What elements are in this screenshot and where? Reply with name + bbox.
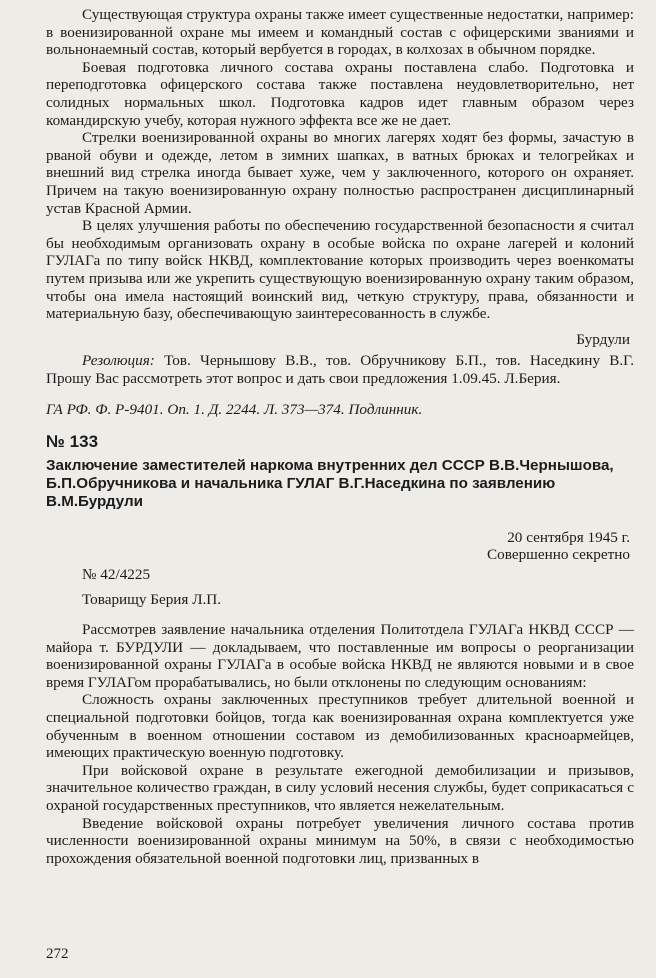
resolution bbox=[46, 352, 634, 387]
document-date: 20 сентября 1945 г. bbox=[507, 528, 630, 546]
signature: Бурдули bbox=[576, 330, 630, 348]
resolution-label: Резолюция: bbox=[82, 352, 155, 370]
paragraph: Существующая структура охраны также имеет существенные недостатки, например: в военизированной охране мы имеем и командный состав с офицерскими званиями и вольнонаемный состав, который вербуется в городах, в колхозах в обычном порядке. bbox=[46, 6, 634, 59]
document-date-and-classification bbox=[46, 529, 634, 564]
paragraph: При войсковой охране в результате ежегодной демобилизации и призывов, значительное количество граждан, в силу условий несения службы, будет соприкасаться с охраной государственных преступников, что является нежелательным. bbox=[46, 761, 634, 814]
paragraph: В целях улучшения работы по обеспечению государственной безопасности я считал бы необходимым организовать охрану в особые войска по охране лагерей и колоний ГУЛАГа по типу войск НКВД, комплектование которых производить через военкоматы путем призыва или же укрепить существующую военизированную охрану таким образом, чтобы она имела настоящий воинский вид, четкую структуру, права, обязанности и материальную базу, обеспечивающую заинтересованность в службе. bbox=[46, 217, 634, 323]
paragraph: Сложность охраны заключенных преступников требует длительной военной и специальной подготовки бойцов, тогда как военизированная охрана комплектуется уже обученным в военном отношении составом из демобилизованных красноармейцев, имеющих практическую военную подготовку. bbox=[46, 691, 634, 762]
archive-reference: ГА РФ. Ф. Р-9401. Оп. 1. Д. 2244. Л. 373—374. Подлинник. bbox=[46, 401, 423, 419]
resolution-text: Тов. Чернышову В.В., тов. Обручникову Б.П., тов. Наседкину В.Г. Прошу Вас рассмотреть этот вопрос и дать свои предложения 1.09.45. Л.Берия. bbox=[46, 352, 635, 387]
paragraph: Боевая подготовка личного состава охраны поставлена слабо. Подготовка и переподготовка офицерского состава также поставлена неудовлетворительно, нет солидных нормальных школ. Подготовка кадров идет главным образом через командирскую учебу, которая нужного эффекта все же не дает. bbox=[46, 58, 634, 129]
paragraph: Рассмотрев заявление начальника отделения Политотдела ГУЛАГа НКВД СССР — майора т. БУРДУЛИ — докладываем, что поставленные им вопросы о реорганизации военизированной охраны ГУЛАГа в особые войска НКВД не являются новыми и в свое время ГУЛАГом прорабатывались, но были отклонены по следующим основаниям: bbox=[46, 621, 634, 691]
addressee: Товарищу Берия Л.П. bbox=[82, 591, 222, 609]
paragraph: Введение войсковой охраны потребует увеличения личного состава против численности военизированной охраны минимум на 50%, в связи с необходимостью прохождения обязательной военной подготовки лиц, призванных в bbox=[46, 814, 634, 867]
second-document bbox=[46, 433, 634, 867]
outgoing-number: № 42/4225 bbox=[82, 565, 151, 583]
document-number: № 133 bbox=[46, 432, 99, 452]
first-document bbox=[46, 6, 634, 419]
classification: Совершенно секретно bbox=[487, 546, 630, 564]
document-title: Заключение заместителей наркома внутренних дел СССР В.В.Чернышова, Б.П.Обручникова и начальника ГУЛАГ В.Г.Наседкина по заявлению В.М.Бурдули bbox=[46, 456, 614, 510]
page-number: 272 bbox=[46, 946, 69, 962]
paragraph: Стрелки военизированной охраны во многих лагерях ходят без формы, зачастую в рваной обуви и одежде, летом в зимних шапках, в ватных брюках и телогрейках и внешний вид стрелка иногда бывает хуже, чем у заключенного, которого он охраняет. Причем на такую военизированную охрану полностью распространен дисциплинарный устав Красной Армии. bbox=[46, 129, 634, 217]
